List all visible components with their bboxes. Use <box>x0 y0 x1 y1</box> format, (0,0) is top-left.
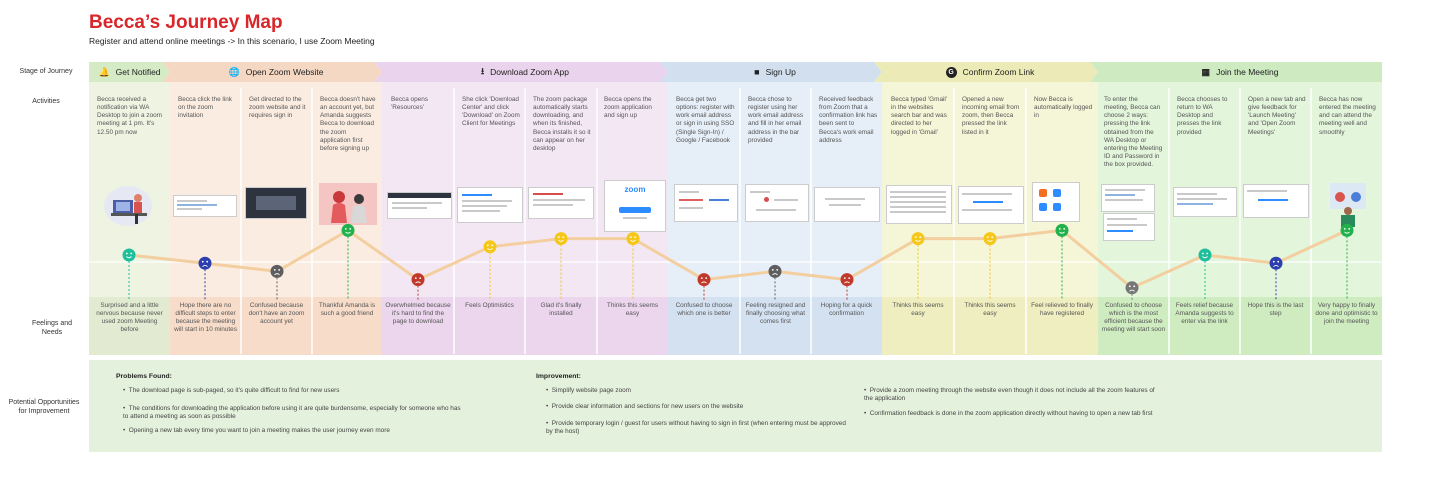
emotion-face-icon <box>1126 281 1139 294</box>
improvement-text: Provide clear information and sections for new users on the website <box>551 403 744 410</box>
problems-title: Problems Found: <box>116 373 172 380</box>
emotion-face-icon <box>1056 224 1069 237</box>
feeling-text: Very happy to finally done and optimistic to join the meeting <box>1315 302 1378 326</box>
improvement-text: Confirmation feedback is done in the zoom application directly without having to open a new tab first <box>869 410 1153 417</box>
page-subtitle: Register and attend online meetings -> In this scenario, I use Zoom Meeting <box>89 36 375 46</box>
emotion-face-icon <box>412 273 425 286</box>
feeling-text: Confused to choose which one is better <box>675 302 733 318</box>
feeling-text: Feel relieved to finally have registered <box>1031 302 1093 318</box>
feeling-text: Hoping for a quick confirmation <box>820 302 873 318</box>
grid-icon: ▦ <box>1201 66 1211 77</box>
emotion-stems <box>129 236 1347 300</box>
feeling-text: Surprised and a little nervous because never used zoom Meeting before <box>96 302 163 334</box>
problem-text: The conditions for downloading the application before using it are quite burdensome, especially for someone who has to attend a meeting as soon as possible <box>123 405 461 421</box>
feeling-text: Thankful Amanda is such a good friend <box>318 302 376 318</box>
feeling-text: Hope there are no difficult steps to enter because the meeting will start in 10 minutes <box>174 302 237 334</box>
activity-text: Get directed to the zoom website and it requires sign in <box>249 96 306 120</box>
row-label-feelings: Feelings and Needs <box>31 320 73 336</box>
globe-icon: 🌐 <box>228 66 240 77</box>
emotion-face-icon <box>123 249 136 262</box>
problem-item: • The download page is sub-paged, so it's quite difficult to find for new users <box>123 387 340 394</box>
feeling-text: Confused because don't have an zoom account yet <box>248 302 305 326</box>
stage-label: Download Zoom App <box>490 67 570 77</box>
activity-text: Becca chooses to return to WA Desktop and presses the link provided <box>1177 96 1228 136</box>
emotion-line <box>129 230 1347 287</box>
stage-label: Confirm Zoom Link <box>962 67 1035 77</box>
improvement-item: • Confirmation feedback is done in the zoom application directly without having to open a new tab first <box>864 410 1153 417</box>
opportunities-panel <box>89 360 1382 452</box>
improvement-text: Provide a zoom meeting through the website even though it does not include all the zoom features of the application <box>864 387 1155 403</box>
feeling-text: Hope this is the last step <box>1247 302 1304 318</box>
row-label-stage: Stage of Journey <box>19 68 73 75</box>
stage-label: Get Notified <box>115 67 161 77</box>
emotion-face-icon <box>555 232 568 245</box>
activity-text: Becca chose to register using her work email address and fill in her email address in the bar provided <box>748 96 804 144</box>
google-icon: G <box>946 67 957 78</box>
improvement-item: • Provide a zoom meeting through the website even though it does not include all the zoom features of the application <box>864 387 1155 403</box>
improvement-title: Improvement: <box>536 373 581 380</box>
emotion-face-icon <box>199 257 212 270</box>
feeling-text: Thinks this seems easy <box>892 302 944 318</box>
feeling-text: Confused to choose which is the most efficient because the meeting will start soon <box>1101 302 1166 334</box>
activity-text: She click 'Download Center' and click 'Download' on Zoom Client for Meetings <box>462 96 520 128</box>
zoom-logo-text: zoom <box>624 185 646 194</box>
activity-text: Now Becca is automatically logged in <box>1034 96 1093 120</box>
feeling-text: Feels Optimistics <box>465 302 514 309</box>
emotion-face-icon <box>841 273 854 286</box>
activity-text: Becca has now entered the meeting and can attend the meeting well and smoothly <box>1319 96 1376 136</box>
download-icon: ⭳ <box>480 66 485 76</box>
stage-label: Join the Meeting <box>1216 67 1279 77</box>
activity-text: To enter the meeting, Becca can choose 2 ways: pressing the link obtained from the WA Desktop or entering the Meeting ID and Password in the box provided. <box>1104 96 1163 168</box>
emotion-face-icon <box>342 224 355 237</box>
row-label-opportunities: Potential Opportunities for Improvement <box>8 399 80 415</box>
activity-text: Open a new tab and give feedback for 'Launch Meeting' and 'Open Zoom Meetings' <box>1248 96 1306 136</box>
feeling-text: Thinks this seems easy <box>964 302 1016 318</box>
bell-icon: 🔔 <box>98 66 110 77</box>
stage-label: Sign Up <box>765 67 796 77</box>
emotion-face-icon <box>698 273 711 286</box>
video-camera-icon: ■ <box>754 67 760 77</box>
page-title: Becca’s Journey Map <box>89 12 283 33</box>
emotion-face-icon <box>984 232 997 245</box>
emotion-face-icon <box>1341 224 1354 237</box>
emotion-face-icon <box>1199 249 1212 262</box>
feeling-text: Overwhelmed because it's hard to find the page to download <box>385 302 451 326</box>
activity-text: Becca doesn't have an account yet, but Amanda suggests Becca to download the zoom application first before signing up <box>320 96 376 152</box>
row-label-activities: Activities <box>32 98 60 105</box>
feeling-text: Glad it's finally installed <box>540 302 582 318</box>
improvement-item: • Provide clear information and sections for new users on the website <box>546 403 744 410</box>
problem-text: Opening a new tab every time you want to join a meeting makes the user journey even more <box>128 427 390 434</box>
improvement-text: Provide temporary login / guest for users without having to sign in first (when entering must be approved by the host) <box>546 420 846 436</box>
emotion-faces <box>123 224 1354 294</box>
stage-label: Open Zoom Website <box>245 67 324 77</box>
feeling-text: Feeling resigned and finally choosing what comes first <box>745 302 806 326</box>
problem-text: The download page is sub-paged, so it's quite difficult to find for new users <box>128 387 340 394</box>
emotion-face-icon <box>271 265 284 278</box>
activity-text: Becca click the link on the zoom invitation <box>178 96 232 120</box>
activity-text: Becca get two options: register with work email address or sign in using SSO (Single Sign-In) / Google / Facebook <box>676 96 735 144</box>
problem-item: • The conditions for downloading the application before using it are quite burdensome, especially for someone who has to attend a meeting as soon as possible <box>123 405 461 421</box>
activity-text: Becca received a notification via WA Desktop to join a zoom meeting at 1 pm. It's 12.50 pm now <box>97 96 163 136</box>
activity-text: Becca opens 'Resources' <box>391 96 428 112</box>
emotion-face-icon <box>627 232 640 245</box>
activity-text: Opened a new incoming email from zoom, then Becca pressed the link listed in it <box>962 96 1020 136</box>
emotion-face-icon <box>769 265 782 278</box>
feeling-text: Thinks this seems easy <box>606 302 659 318</box>
activity-text: Received feedback from Zoom that a confirmation link has been sent to Becca's work email address <box>819 96 878 144</box>
activity-text: Becca typed 'Gmail' in the websites search bar and was directed to her logged in 'Gmail' <box>891 96 948 136</box>
improvement-item: • Provide temporary login / guest for users without having to sign in first (when entering must be approved by the host) <box>546 420 846 436</box>
improvement-text: Simplify website page zoom <box>551 387 632 394</box>
feeling-text: Feels relief because Amanda suggests to enter via the link <box>1175 302 1234 326</box>
problem-item: • Opening a new tab every time you want to join a meeting makes the user journey even more <box>123 427 390 434</box>
emotion-face-icon <box>912 232 925 245</box>
emotion-face-icon <box>1270 257 1283 270</box>
activity-text: Becca opens the zoom application and sign up <box>604 96 652 120</box>
improvement-item: • Simplify website page zoom <box>546 387 632 394</box>
activity-text: The zoom package automatically starts downloading, and when its finished, Becca installs it so it can appear on her desktop <box>533 96 591 152</box>
emotion-face-icon <box>484 240 497 253</box>
